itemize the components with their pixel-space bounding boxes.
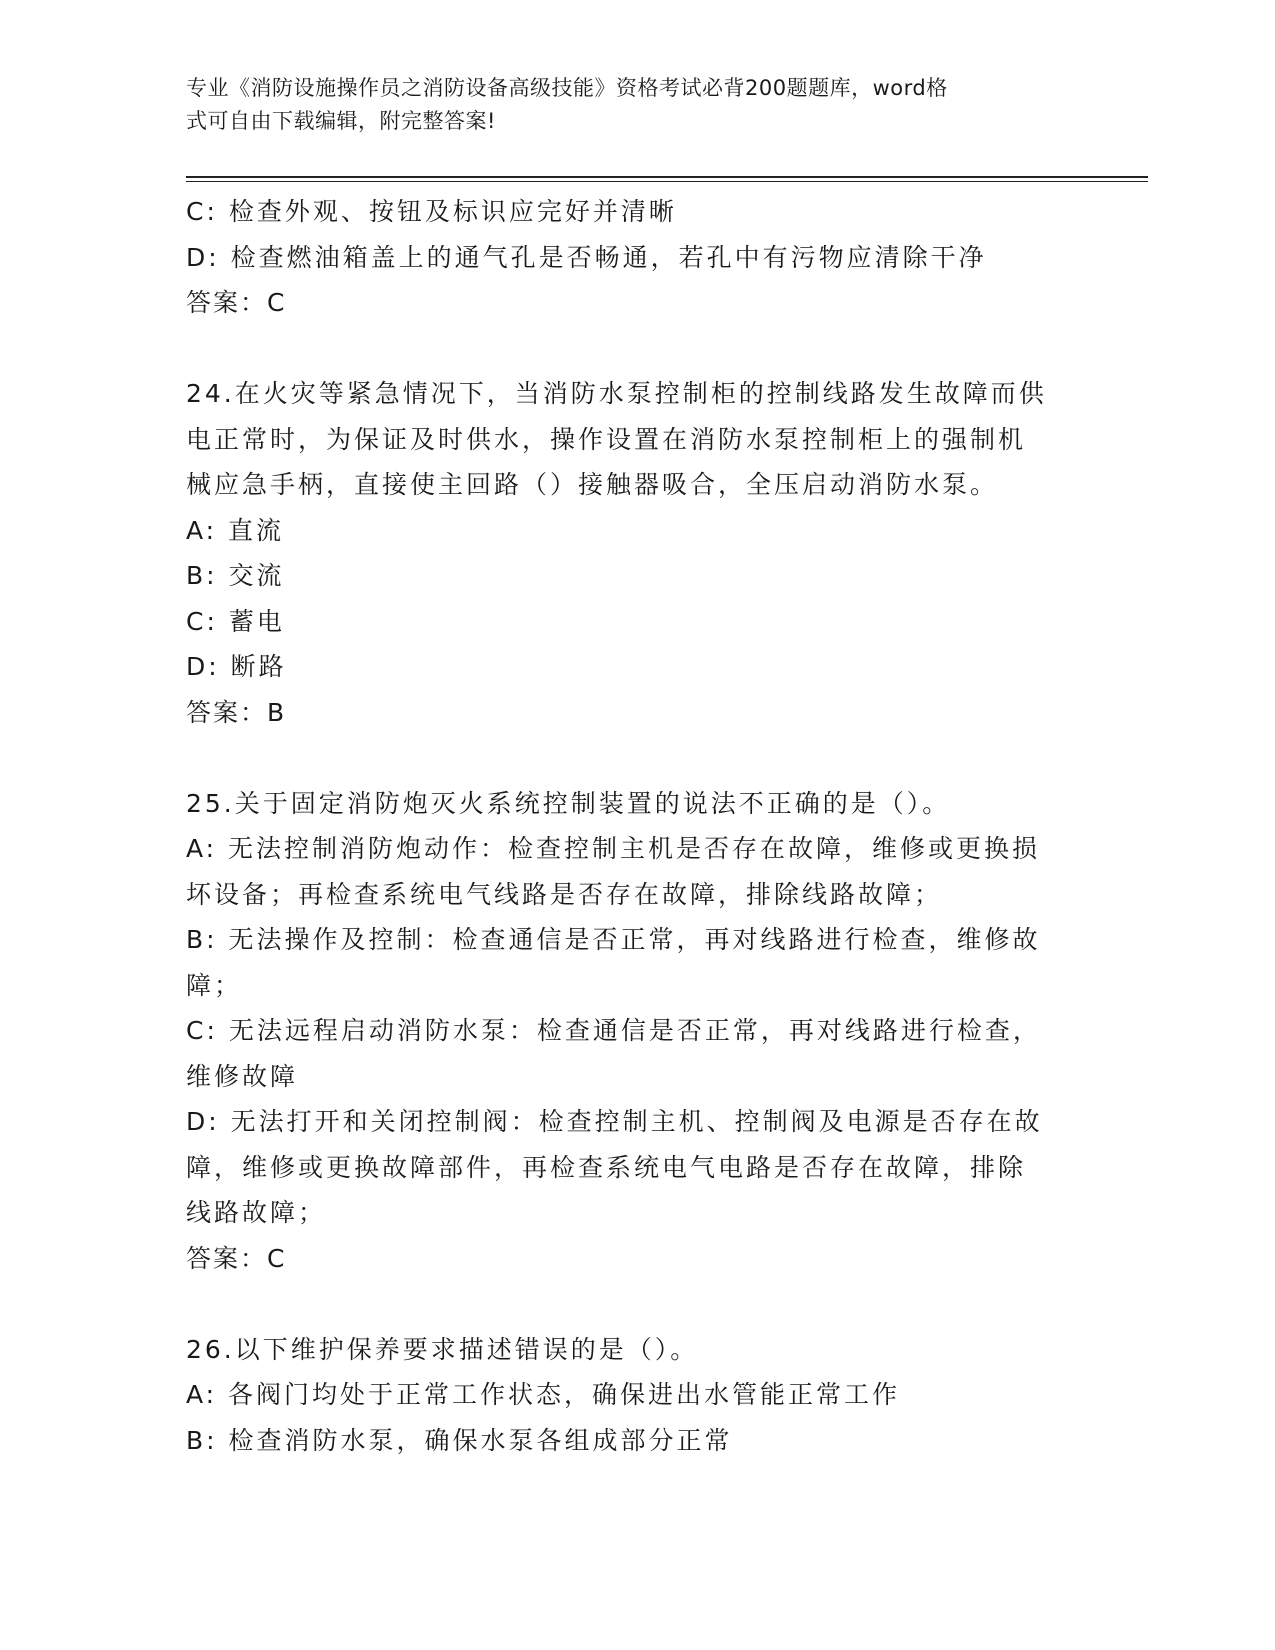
header-line: 式可自由下载编辑，附完整答案!	[186, 109, 496, 133]
option-a: 坏设备；再检查系统电气线路是否存在故障，排除线路故障；	[186, 879, 943, 909]
question-stem: 械应急手柄，直接使主回路（）接触器吸合，全压启动消防水泵。	[186, 470, 999, 499]
question-block-25	[186, 781, 1086, 1282]
option-c: C: 无法远程启动消防水泵：检查通信是否正常，再对线路进行检查，	[186, 1016, 1041, 1045]
question-stem: 24.在火灾等紧急情况下，当消防水泵控制柜的控制线路发生故障而供	[186, 379, 1047, 408]
option-d: 障，维修或更换故障部件，再检查系统电气电路是否存在故障，排除	[186, 1152, 1027, 1182]
header-divider-thick	[186, 176, 1148, 178]
option-d: D: 无法打开和关闭控制阀：检查控制主机、控制阀及电源是否存在故	[186, 1107, 1043, 1136]
question-block-prev	[186, 189, 1086, 326]
option-b: B: 交流	[186, 561, 285, 590]
option-a: A: 无法控制消防炮动作：检查控制主机是否存在故障，维修或更换损	[186, 834, 1041, 863]
answer: 答案：B	[186, 697, 287, 727]
option-d: D: 断路	[186, 652, 287, 681]
option-d: 线路故障；	[186, 1198, 327, 1227]
option-b: 障；	[186, 970, 243, 1000]
question-stem: 25.关于固定消防炮灭火系统控制装置的说法不正确的是（）。	[186, 788, 951, 818]
question-stem: 电正常时，为保证及时供水，操作设置在消防水泵控制柜上的强制机	[186, 424, 1027, 454]
question-block-24	[186, 371, 1086, 735]
answer: 答案：C	[186, 288, 287, 317]
document-header	[186, 72, 1066, 138]
header-line: 专业《消防设施操作员之消防设备高级技能》资格考试必背200题题库，word格	[186, 76, 948, 100]
question-list	[186, 189, 1086, 1463]
spacer	[186, 735, 1086, 781]
option-c: 维修故障	[186, 1061, 299, 1091]
question-block-26	[186, 1327, 1086, 1464]
spacer	[186, 326, 1086, 372]
option-d: D: 检查燃油箱盖上的通气孔是否畅通，若孔中有污物应清除干净	[186, 242, 987, 272]
option-c: C: 蓄电	[186, 606, 285, 636]
answer: 答案：C	[186, 1243, 287, 1273]
option-b: B: 无法操作及控制：检查通信是否正常，再对线路进行检查，维修故	[186, 925, 1041, 954]
question-stem: 26.以下维护保养要求描述错误的是（）。	[186, 1334, 699, 1364]
spacer	[186, 1281, 1086, 1327]
header-divider-thin	[186, 181, 1148, 182]
option-a: A: 各阀门均处于正常工作状态，确保进出水管能正常工作	[186, 1380, 901, 1409]
option-b: B: 检查消防水泵，确保水泵各组成部分正常	[186, 1425, 733, 1455]
option-c: C: 检查外观、按钮及标识应完好并清晰	[186, 197, 677, 226]
option-a: A: 直流	[186, 515, 285, 545]
